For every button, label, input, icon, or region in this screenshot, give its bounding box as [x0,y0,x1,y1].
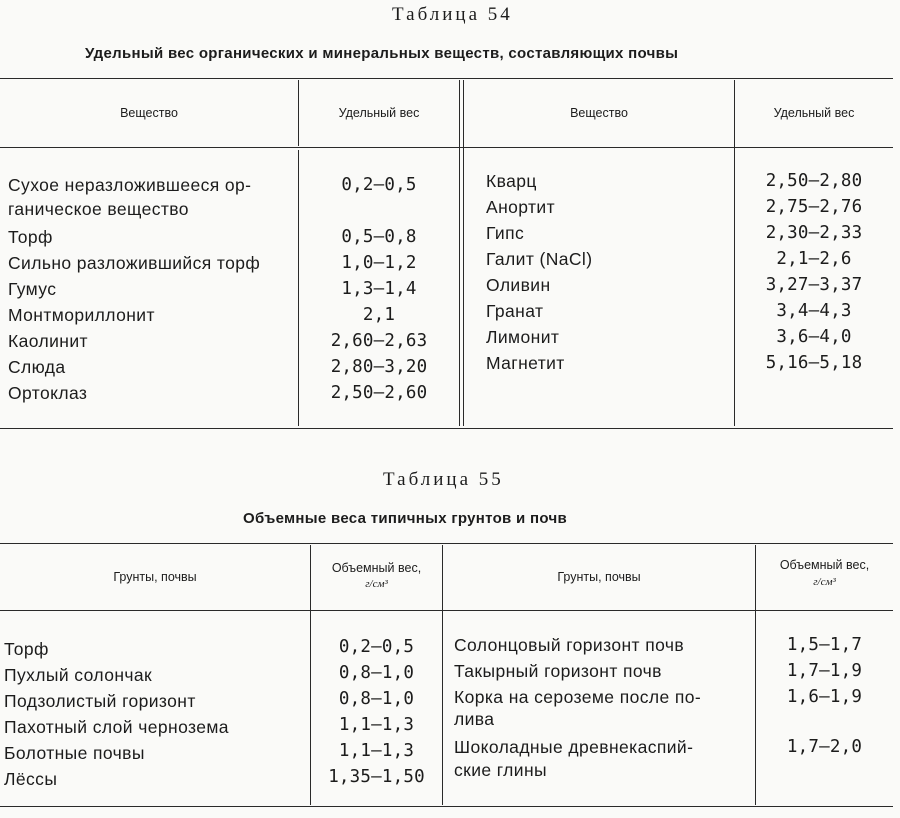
t54-left-value-8: 2,50—2,60 [330,383,428,403]
t55-right-value-3: 1,6—1,9 [786,687,863,707]
t55-left-value-1: 0,2—0,5 [338,637,415,657]
t55-right-name-4b: ские глины [454,760,548,780]
table-55-header-bulk-right: Объемный вес, [779,558,870,572]
table-55-caption: Таблица 55 [383,469,504,490]
table-54-bottom-rule [0,428,893,429]
t54-right-name-7: Лимонит [486,327,560,347]
t54-right-value-7: 3,6—4,0 [776,327,852,347]
t54-left-name-7: Слюда [8,357,66,377]
t55-right-name-1: Солонцовый горизонт почв [454,635,685,655]
table-54-header-rule [0,147,893,148]
t54-right-value-3: 2,30—2,33 [765,223,863,243]
table-55-header-bulk-left: Объемный вес, [331,561,422,575]
t55-right-name-3a: Корка на сероземе после по- [454,687,702,707]
t54-left-name-2: Торф [8,227,53,247]
t54-right-value-2: 2,75—2,76 [765,197,863,217]
t54-left-value-7: 2,80—3,20 [330,357,428,377]
t54-left-value-5: 2,1 [362,305,396,325]
t54-left-value-1: 0,2—0,5 [341,175,417,195]
table-54-header-substance-right: Вещество [570,106,628,120]
table-54-header-substance-left: Вещество [120,106,178,120]
table-54-title: Удельный вес органических и минеральных веществ, составляющих почвы [85,45,679,62]
t55-left-name-6: Лёссы [4,769,58,789]
t54-left-value-4: 1,3—1,4 [341,279,417,299]
t54-right-name-3: Гипс [486,223,525,243]
t55-left-name-3: Подзолистый горизонт [4,691,196,711]
table-55-header-soil-left: Грунты, почвы [113,570,197,584]
t54-left-name-8: Ортоклаз [8,383,88,403]
t54-right-name-6: Гранат [486,301,544,321]
t54-right-name-8: Магнетит [486,353,565,373]
table-55-header-unit-left: г/см³ [365,578,388,590]
t54-right-value-1: 2,50—2,80 [765,171,863,191]
table-55-header-soil-right: Грунты, почвы [557,570,641,584]
t55-right-name-2: Такырный горизонт почв [454,661,662,681]
t55-right-name-4a: Шоколадные древнекаспий- [454,737,694,757]
t54-right-name-4: Галит (NaCl) [486,249,593,269]
t55-left-value-4: 1,1—1,3 [338,715,415,735]
t55-left-name-4: Пахотный слой чернозема [4,717,229,737]
t54-right-name-2: Анортит [486,197,556,217]
t54-left-value-3: 1,0—1,2 [341,253,417,273]
t55-right-name-3b: лива [454,709,495,729]
t54-left-name-1b: ганическое вещество [8,199,189,219]
table-54-header-density-left: Удельный вес [338,106,420,120]
t54-right-value-8: 5,16—5,18 [765,353,863,373]
table-54-center-divider-2 [463,80,464,426]
table-54-caption: Таблица 54 [392,4,513,25]
t55-left-name-1: Торф [4,639,49,659]
t55-right-value-2: 1,7—1,9 [786,661,863,681]
t55-left-value-6: 1,35—1,50 [328,767,425,787]
t54-left-name-4: Гумус [8,279,57,299]
t54-right-value-4: 2,1—2,6 [776,249,852,269]
t54-left-name-3: Сильно разложившийся торф [8,253,261,273]
table-55-header-rule [0,610,893,611]
t54-right-value-5: 3,27—3,37 [765,275,863,295]
t54-left-name-5: Монтмориллонит [8,305,155,325]
table-54-header-density-right: Удельный вес [773,106,855,120]
t54-right-value-6: 3,4—4,3 [776,301,852,321]
table-55-title: Объемные веса типичных грунтов и почв [243,510,568,527]
table-54-top-rule [0,78,893,79]
t55-left-value-2: 0,8—1,0 [338,663,415,683]
t54-left-name-6: Каолинит [8,331,88,351]
t55-left-value-5: 1,1—1,3 [338,741,415,761]
t54-left-value-6: 2,60—2,63 [330,331,428,351]
table-55-top-rule [0,543,893,544]
t54-right-name-1: Кварц [486,171,537,191]
table-55-center-divider [442,545,443,805]
t55-right-value-1: 1,5—1,7 [786,635,863,655]
t55-right-value-4: 1,7—2,0 [786,737,863,757]
table-55-bottom-rule [0,806,893,807]
t55-left-name-2: Пухлый солончак [4,665,153,685]
table-54-center-divider [459,80,460,426]
table-55-header-unit-right: г/см³ [813,576,836,588]
t55-left-name-5: Болотные почвы [4,743,145,763]
t55-left-value-3: 0,8—1,0 [338,689,415,709]
t54-right-name-5: Оливин [486,275,551,295]
t54-left-name-1a: Сухое неразложившееся ор- [8,175,252,195]
t54-left-value-2: 0,5—0,8 [341,227,417,247]
